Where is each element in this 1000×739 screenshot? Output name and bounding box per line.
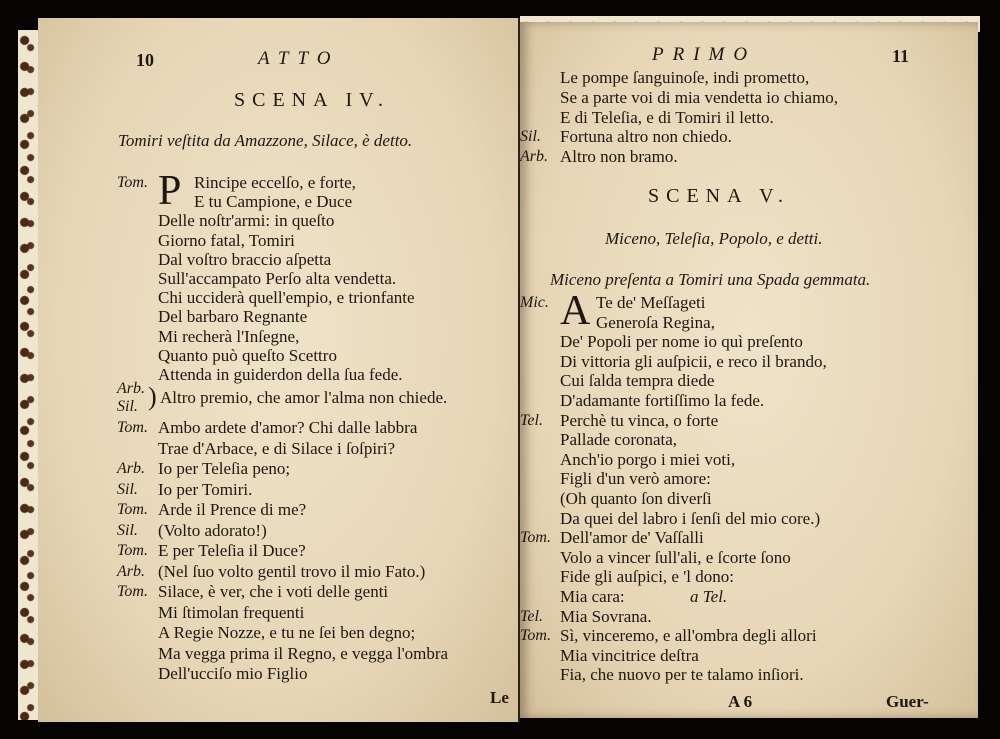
verse-text: Se a parte voi di mia vendetta io chiamo,	[560, 87, 839, 107]
verse-text: Dal voſtro braccio aſpetta	[158, 249, 332, 269]
verse-text: Mia Sovrana.	[560, 606, 652, 626]
verse-text: Quanto può queſto Scettro	[158, 345, 337, 365]
verse-text: (Oh quanto ſon diverſi	[560, 489, 712, 508]
verse-text: Figli d'un verò amore:	[560, 469, 711, 489]
verse-text: Io per Tomiri.	[158, 479, 253, 499]
verse-text: Io per Teleſia peno;	[158, 459, 291, 478]
scene-title: SCENA V.	[648, 185, 790, 207]
verse-line	[520, 88, 978, 107]
verse-text: A Regie Nozze, e tu ne ſei ben degno;	[158, 623, 416, 642]
verse-line	[38, 192, 518, 211]
verse-text: Generoſa Regina,	[596, 312, 715, 332]
verse-line	[520, 411, 978, 430]
verse-line	[520, 332, 978, 351]
verse-text: Ambo ardete d'amor? Chi dalle labbra	[158, 418, 418, 437]
verse-line	[38, 500, 518, 519]
drop-capital: P	[158, 168, 182, 214]
catchword: Guer-	[886, 692, 929, 711]
speaker-label: Tom.	[117, 419, 148, 436]
speaker-label: Arb.	[117, 380, 145, 397]
verse-text: Sull'accampato Perſo alta vendetta.	[158, 269, 397, 288]
verse-text: Anch'io porgo i miei voti,	[560, 449, 736, 469]
verse-line	[520, 371, 978, 390]
speaker-label: Tom.	[520, 529, 551, 547]
running-head: ATTO	[258, 48, 340, 69]
verse-text: Mi recherà l'Inſegne,	[158, 326, 300, 346]
verse-line	[520, 509, 978, 528]
joint-speech	[38, 380, 518, 415]
speaker-label: Tom.	[117, 583, 148, 600]
speaker-label: Tom.	[117, 174, 148, 191]
verse-line	[520, 108, 978, 127]
verse-line	[38, 288, 518, 307]
speaker-label: Mic.	[520, 294, 549, 311]
stage-direction: Tomiri veſtita da Amazzone, Silace, è detto.	[118, 131, 413, 150]
verse-line	[520, 127, 978, 146]
speaker-label: Sil.	[520, 128, 541, 146]
verse-text: E di Teleſia, e di Tomiri il letto.	[560, 107, 774, 127]
verse-line	[520, 313, 978, 332]
speaker-label: Tom.	[117, 501, 148, 518]
verse-text: Te de' Meſſageti	[596, 293, 706, 312]
verse-text: Giorno fatal, Tomiri	[158, 230, 295, 250]
verse-text: Ma vegga prima il Regno, e vegga l'ombra	[158, 643, 449, 663]
verse-line	[520, 626, 978, 645]
left-page	[38, 18, 520, 722]
verse-line	[520, 528, 978, 547]
verse-text: Di vittoria gli auſpicii, e reco il brando,	[560, 351, 827, 371]
verse-text: Altro non bramo.	[560, 147, 678, 167]
verse-text: Da quei del labro i ſenſi del mio core.)	[560, 508, 821, 528]
speaker-label: Tel.	[520, 411, 543, 429]
speaker-label: Sil.	[117, 521, 138, 539]
page-number: 10	[136, 50, 154, 70]
speaker-label: Tel.	[520, 607, 543, 625]
verse-text: Trae d'Arbace, e di Silace i ſoſpiri?	[158, 438, 396, 458]
verse-text: Volo a vincer ſull'ali, e ſcorte ſono	[560, 547, 791, 567]
verse-text: Mia cara:	[560, 587, 625, 606]
running-head: PRIMO	[652, 44, 757, 65]
verse-text: (Volto adorato!)	[158, 520, 267, 540]
verse-text: Sì, vinceremo, e all'ombra degli allori	[560, 626, 817, 646]
verse-line	[38, 603, 518, 622]
verse-line	[520, 567, 978, 586]
verse-text: Del barbaro Regnante	[158, 307, 308, 327]
verse-text: Mia vincitrice deſtra	[560, 645, 699, 665]
verse-line: Altro premio, che amor l'alma non chiede.	[160, 388, 448, 407]
speaker-label: Tom.	[117, 542, 148, 559]
speaker-label: Arb.	[520, 148, 548, 166]
verse-line	[520, 548, 978, 567]
verse-text: D'adamante fortiſſimo la fede.	[560, 391, 765, 410]
verse-line	[520, 391, 978, 410]
speaker-label: Arb.	[117, 460, 145, 477]
verse-text: Dell'amor de' Vaſſalli	[560, 528, 704, 548]
speaker-label: Sil.	[117, 480, 138, 498]
verse-line	[38, 269, 518, 288]
verse-line	[38, 521, 518, 540]
verse-text: Dell'ucciſo mio Figlio	[158, 664, 308, 683]
verse-line	[38, 623, 518, 642]
verse-line	[38, 480, 518, 499]
speaker-label: Sil.	[117, 398, 138, 415]
verse-line	[38, 582, 518, 601]
verse-text: Delle noſtr'armi: in queſto	[158, 211, 335, 231]
verse-text: Perchè tu vinca, o forte	[560, 410, 719, 430]
verse-line	[520, 587, 978, 606]
speaker-label: Tom.	[520, 627, 551, 645]
verse-line	[520, 607, 978, 626]
verse-text: E tu Campione, e Duce	[194, 192, 353, 212]
verse-line	[38, 418, 518, 437]
verse-line	[38, 664, 518, 683]
verse-line	[520, 489, 978, 508]
verse-text: Fia, che nuovo per te talamo inſiori.	[560, 665, 804, 685]
verse-text: E per Teleſia il Duce?	[158, 541, 306, 560]
scene-title: SCENA IV.	[234, 89, 390, 111]
verse-line	[38, 644, 518, 663]
verse-line	[520, 450, 978, 469]
stage-action: Miceno preſenta a Tomiri una Spada gemmata.	[550, 270, 871, 289]
verse-text: Rincipe eccelſo, e forte,	[194, 173, 356, 192]
brace: )	[148, 382, 157, 411]
speaker-label: Arb.	[117, 562, 145, 580]
verse-line	[520, 352, 978, 371]
verse-line	[38, 307, 518, 326]
verse-line	[38, 459, 518, 478]
verse-line	[520, 430, 978, 449]
verse-line	[520, 68, 978, 87]
verse-line	[38, 211, 518, 230]
verse-line	[38, 327, 518, 346]
verse-text: Chi ucciderà quell'empio, e trionfante	[158, 288, 415, 308]
verse-text: Arde il Prence di me?	[158, 500, 307, 519]
aside-direction: a Tel.	[690, 587, 728, 606]
verse-text: Fortuna altro non chiedo.	[560, 127, 732, 147]
verse-line	[38, 562, 518, 581]
page-number: 11	[892, 46, 910, 66]
verse-line	[38, 541, 518, 560]
verse-line	[38, 231, 518, 250]
drop-capital: A	[560, 288, 591, 334]
verse-line	[38, 346, 518, 365]
verse-text: Pallade coronata,	[560, 430, 678, 450]
verse-text: Le pompe ſanguinoſe, indi prometto,	[560, 68, 810, 87]
verse-line	[520, 147, 978, 166]
catchword: Le	[490, 688, 509, 707]
stage-direction: Miceno, Teleſia, Popolo, e detti.	[605, 229, 823, 248]
verse-line	[520, 469, 978, 488]
verse-text: Fide gli auſpici, e 'l dono:	[560, 567, 734, 587]
verse-text: De' Popoli per nome io quì preſento	[560, 332, 803, 352]
right-page	[520, 22, 978, 718]
verse-line	[520, 665, 978, 684]
verse-line	[38, 439, 518, 458]
verse-text: Mi ſtimolan frequenti	[158, 602, 305, 622]
verse-line	[38, 250, 518, 269]
verse-text: Cui ſalda tempra diede	[560, 371, 715, 391]
verse-text: Silace, è ver, che i voti delle genti	[158, 582, 389, 601]
verse-text: (Nel ſuo volto gentil trovo il mio Fato.)	[158, 561, 426, 581]
verse-text: Attenda in guiderdon della ſua fede.	[158, 365, 403, 384]
verse-line	[520, 646, 978, 665]
signature-mark: A 6	[728, 692, 753, 711]
